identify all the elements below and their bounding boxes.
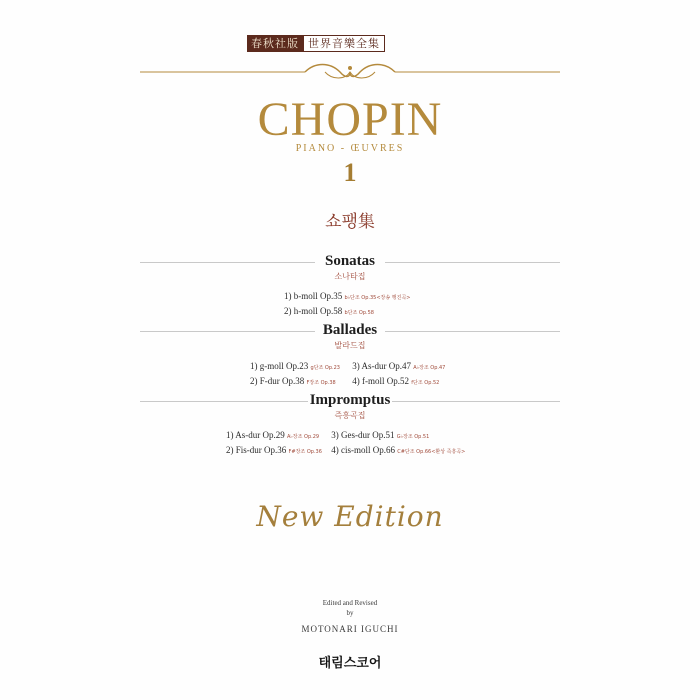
section-korean: 즉흥곡집	[334, 411, 366, 420]
editor-name: MOTONARI IGUCHI	[301, 624, 399, 634]
ballades-list	[250, 360, 445, 390]
section-sonatas	[0, 253, 700, 282]
list-item: 2) F-dur Op.38 F장조 Op.38	[250, 376, 336, 386]
section-ballades	[0, 322, 700, 351]
section-title: Ballades	[322, 322, 378, 338]
series-badge	[247, 35, 385, 52]
section-title: Impromptus	[309, 392, 391, 408]
list-item: 3) Ges-dur Op.51 G♭장조 Op.51	[331, 430, 430, 440]
section-korean: 발라드집	[334, 341, 366, 350]
publisher-tag: 春秋社版	[247, 35, 303, 52]
list-item: 2) h-moll Op.58 b단조 Op.58	[284, 306, 374, 316]
sonatas-list	[284, 290, 410, 320]
ornament-divider	[140, 60, 560, 90]
section-impromptus	[0, 392, 700, 421]
series-tag: 世界音樂全集	[303, 35, 385, 52]
new-edition-script: New Edition	[256, 500, 444, 533]
list-item: 1) As-dur Op.29 A♭장조 Op.29	[226, 430, 320, 440]
list-item: 1) b-moll Op.35 b♭단조 Op.35<장송 행진곡>	[284, 291, 411, 301]
section-title: Sonatas	[324, 253, 376, 269]
list-item: 3) As-dur Op.47 A♭장조 Op.47	[352, 361, 446, 371]
composer-title: CHOPIN	[257, 93, 443, 146]
edited-by: Edited and Revised by	[322, 599, 378, 617]
list-item: 4) cis-moll Op.66 C#단조 Op.66<환상 즉흥곡>	[331, 445, 466, 455]
publisher-logo-text: 태림스코어	[318, 656, 382, 671]
korean-title: 쇼팽集	[325, 212, 375, 232]
list-item: 1) g-moll Op.23 g단조 Op.23	[250, 361, 340, 371]
section-korean: 소나타집	[334, 272, 366, 281]
volume-number: 1	[343, 158, 357, 187]
subtitle: PIANO - ŒUVRES	[295, 143, 405, 154]
impromptus-list	[226, 429, 465, 459]
list-item: 2) Fis-dur Op.36 F#장조 Op.36	[226, 445, 322, 455]
list-item: 4) f-moll Op.52 f단조 Op.52	[352, 376, 440, 386]
